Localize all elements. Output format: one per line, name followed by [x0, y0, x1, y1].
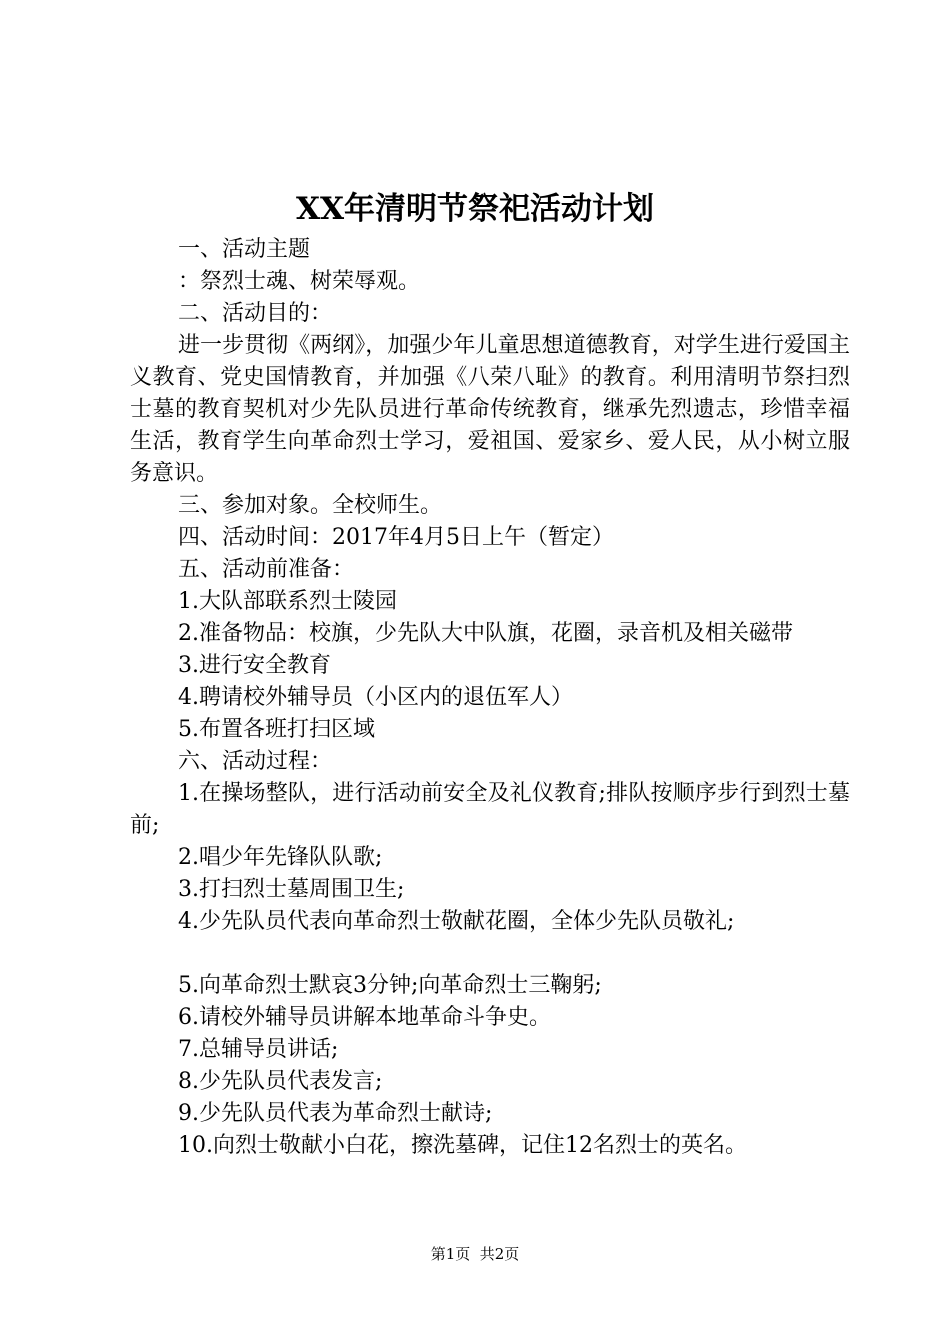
- paragraph-participants: 三、参加对象。全校师生。: [178, 493, 443, 518]
- list-item: 8.少先队员代表发言;: [178, 1069, 383, 1094]
- list-item: 3.进行安全教育: [178, 653, 331, 678]
- paragraph-theme: ：祭烈士魂、树荣辱观。: [178, 269, 421, 294]
- list-item: 4.聘请校外辅导员（小区内的退伍军人）: [178, 685, 573, 710]
- list-item: 5.布置各班打扫区域: [178, 717, 375, 742]
- list-item: 1.大队部联系烈士陵园: [178, 589, 397, 614]
- paragraph-purpose: 进一步贯彻《两纲》，加强少年儿童思想道德教育，对学生进行爱国主义教育、党史国情教育，并加强《八荣八耻》的教育。利用清明节祭扫烈士墓的教育契机对少先队员进行革命传统教育，继承先烈遗志，珍惜幸福生活，教育学生向革命烈士学习，爱祖国、爱家乡、爱人民，从小树立服务意识。: [130, 333, 850, 486]
- blank-line: [130, 938, 850, 970]
- list-item: 2.准备物品：校旗，少先队大中队旗，花圈，录音机及相关磁带: [178, 621, 793, 646]
- list-item: 1.在操场整队，进行活动前安全及礼仪教育;排队按顺序步行到烈士墓前;: [130, 781, 850, 838]
- list-item: 5.向革命烈士默哀3分钟;向革命烈士三鞠躬;: [178, 973, 602, 998]
- list-item: 3.打扫烈士墓周围卫生;: [178, 877, 405, 902]
- document-title: XX年清明节祭祀活动计划: [295, 191, 655, 227]
- list-item: 4.少先队员代表向革命烈士敬献花圈，全体少先队员敬礼;: [178, 909, 735, 934]
- list-item: 2.唱少年先锋队队歌;: [178, 845, 383, 870]
- paragraph-preparation-heading: 五、活动前准备：: [178, 557, 355, 582]
- list-item: 10.向烈士敬献小白花，擦洗墓碑，记住12名烈士的英名。: [178, 1133, 747, 1158]
- list-item: 6.请校外辅导员讲解本地革命斗争史。: [178, 1005, 551, 1030]
- list-item: 7.总辅导员讲话;: [178, 1037, 339, 1062]
- page-footer: 第1页 共2页: [430, 1245, 520, 1263]
- paragraph-purpose-heading: 二、活动目的：: [178, 301, 333, 326]
- list-item: 9.少先队员代表为革命烈士献诗;: [178, 1101, 493, 1126]
- paragraph-process-heading: 六、活动过程：: [178, 749, 333, 774]
- document-body: [130, 234, 850, 1162]
- paragraph-theme-heading: 一、活动主题: [178, 237, 311, 262]
- paragraph-time: 四、活动时间：2017年4月5日上午（暂定）: [178, 525, 614, 550]
